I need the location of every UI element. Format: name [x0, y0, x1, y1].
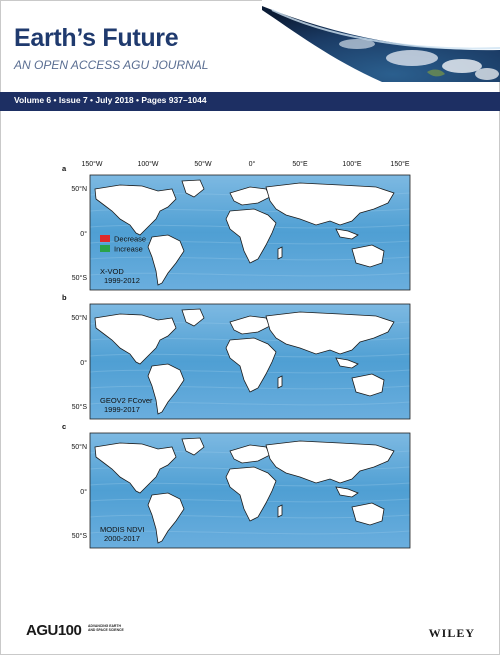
latitude-label: 50°S — [71, 533, 87, 540]
issue-info: Volume 6 • Issue 7 • July 2018 • Pages 937–1044 — [14, 95, 207, 105]
longitude-label: 150°E — [390, 161, 410, 168]
dataset-name: X-VOD — [100, 267, 124, 276]
dataset-name: MODIS NDVI — [100, 525, 145, 534]
latitude-label: 50°S — [71, 275, 87, 282]
legend-increase: Increase — [114, 244, 143, 254]
latitude-label: 50°S — [71, 404, 87, 411]
agu-logo-text: AGU100 — [26, 622, 82, 639]
journal-subtitle: AN OPEN ACCESS AGU JOURNAL — [14, 58, 209, 72]
longitude-label: 100°E — [342, 161, 362, 168]
panel-letter: b — [62, 293, 67, 302]
panel-letter: c — [62, 422, 67, 431]
latitude-label: 0° — [80, 231, 87, 238]
longitude-label: 50°E — [292, 161, 308, 168]
longitude-label: 150°W — [81, 161, 103, 168]
journal-title: Earth’s Future — [14, 24, 179, 52]
dataset-years: 2000-2017 — [104, 534, 140, 543]
increase-swatch — [100, 245, 110, 252]
latitude-label: 0° — [80, 489, 87, 496]
latitude-label: 50°N — [71, 444, 87, 451]
decrease-swatch — [100, 235, 110, 242]
longitude-label: 0° — [248, 161, 256, 168]
panel-letter: a — [62, 164, 67, 173]
dataset-years: 1999-2017 — [104, 405, 140, 414]
latitude-label: 50°N — [71, 186, 87, 193]
legend-decrease: Decrease — [114, 234, 147, 244]
map-panel-a — [62, 164, 413, 291]
longitude-label: 50°W — [194, 161, 212, 168]
cover-figure — [60, 157, 440, 562]
earth-from-space-image — [262, 0, 500, 82]
publisher-logo: WILEY — [428, 626, 475, 640]
map-panel-c — [62, 422, 414, 551]
issue-bar — [0, 92, 500, 111]
latitude-label: 0° — [80, 360, 87, 367]
dataset-years: 1999-2012 — [104, 276, 140, 285]
dataset-name: GEOV2 FCover — [100, 396, 153, 405]
longitude-label: 100°W — [137, 161, 159, 168]
figure-maps — [60, 157, 440, 562]
agu-tagline: ADVANCING EARTH AND SPACE SCIENCE — [88, 624, 124, 632]
map-panel-b — [62, 293, 414, 421]
latitude-label: 50°N — [71, 315, 87, 322]
